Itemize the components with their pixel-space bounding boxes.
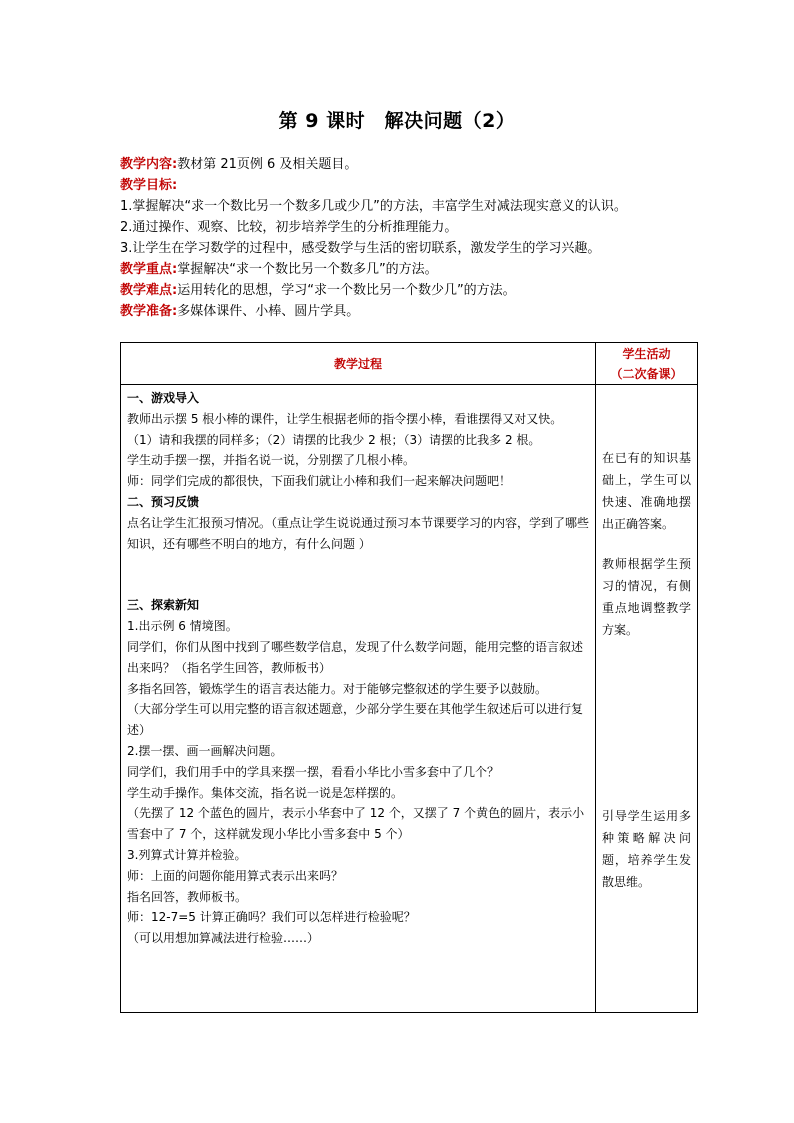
header-side-line1: 学生活动	[622, 346, 671, 361]
side-note: 在已有的知识基础上，学生可以快速、准确地摆出正确答案。	[602, 451, 691, 531]
meta-objective-2: 2.通过操作、观察、比较，初步培养学生的分析推理能力。	[120, 220, 458, 235]
process-line: 3.列算式计算并检验。	[127, 847, 247, 862]
meta-label: 教学目标:	[120, 178, 178, 193]
meta-label: 教学重点:	[120, 262, 178, 277]
meta-text: 掌握解决“求一个数比另一个数多几”的方法。	[177, 262, 438, 277]
meta-label: 教学内容:	[120, 157, 178, 172]
process-line: 学生动手摆一摆，并指名说一说，分别摆了几根小棒。	[127, 453, 416, 468]
process-line: （可以用想加算减法进行检验……）	[127, 931, 320, 946]
table-header-row	[121, 343, 698, 385]
meta-text: 运用转化的思想，学习“求一个数比另一个数少几”的方法。	[177, 283, 516, 298]
meta-content	[120, 154, 700, 175]
meta-label: 教学准备:	[120, 304, 178, 319]
lesson-meta	[120, 154, 700, 322]
process-line: 1.出示例 6 情境图。	[127, 619, 238, 634]
process-line: 2.摆一摆、画一画解决问题。	[127, 743, 283, 758]
process-line: 点名让学生汇报预习情况。（重点让学生说说通过预习本节课要学习的内容，学到了哪些知识，还有哪些不明白的地方，有什么问题 ）	[127, 515, 590, 551]
meta-objective-1: 1.掌握解决“求一个数比另一个数多几或少几”的方法，丰富学生对减法现实意义的认识。	[120, 199, 627, 214]
blank-space	[127, 554, 589, 595]
meta-text: 教材第 21页例 6 及相关题目。	[177, 157, 358, 172]
process-line: （先摆了 12 个蓝色的圆片，表示小华套中了 12 个，又摆了 7 个黄色的圆片，表示小雪套中了 7 个，这样就发现小华比小雪多套中 5 个）	[127, 806, 585, 842]
table-body-row	[121, 385, 698, 1013]
page-title: 第 9 课时 解决问题（2）	[278, 110, 516, 132]
header-process: 教学过程	[121, 343, 596, 385]
process-line: 师：同学们完成的都很快，下面我们就让小棒和我们一起来解决问题吧！	[127, 474, 512, 489]
process-line: （大部分学生可以用完整的语言叙述题意，少部分学生要在其他学生叙述后可以进行复述）	[127, 702, 584, 738]
process-cell	[121, 385, 596, 1013]
process-line: 师：12-7=5 计算正确吗？我们可以怎样进行检验呢？	[127, 910, 416, 925]
process-line: 师：上面的问题你能用算式表示出来吗？	[127, 868, 344, 883]
process-line: 指名回答，教师板书。	[127, 889, 248, 904]
side-note: 教师根据学生预习的情况，有侧重点地调整教学方案。	[602, 557, 691, 637]
header-student-activity	[596, 343, 698, 385]
process-line: 学生动手操作。集体交流，指名说一说是怎样摆的。	[127, 785, 404, 800]
section-heading: 二、预习反馈	[127, 494, 200, 509]
meta-text: 多媒体课件、小棒、圆片学具。	[177, 304, 360, 319]
lesson-table	[120, 342, 698, 1013]
student-activity-cell	[596, 385, 698, 1013]
meta-preparation	[120, 301, 700, 322]
meta-objective-3: 3.让学生在学习数学的过程中，感受数学与生活的密切联系，激发学生的学习兴趣。	[120, 241, 601, 256]
meta-key-point	[120, 259, 700, 280]
section-heading: 三、探索新知	[127, 598, 200, 613]
section-heading: 一、游戏导入	[127, 391, 200, 405]
meta-objectives	[120, 175, 700, 196]
meta-label: 教学难点:	[120, 283, 178, 298]
process-line: （1）请和我摆的同样多；（2）请摆的比我少 2 根；（3）请摆的比我多 2 根。	[127, 432, 541, 447]
process-line: 同学们，我们用手中的学具来摆一摆，看看小华比小雪多套中了几个？	[127, 764, 500, 779]
process-line: 多指名回答，锻炼学生的语言表达能力。对于能够完整叙述的学生要予以鼓励。	[127, 681, 548, 696]
header-side-line2: （二次备课）	[610, 366, 683, 381]
side-note: 引导学生运用多种策略解决问题，培养学生发散思维。	[602, 809, 691, 889]
process-line: 教师出示摆 5 根小棒的课件，让学生根据老师的指令摆小棒，看谁摆得又对又快。	[127, 411, 563, 426]
meta-difficulty	[120, 280, 700, 301]
process-line: 同学们，你们从图中找到了哪些数学信息，发现了什么数学问题，能用完整的语言叙述出来吗？（指名学生回答，教师板书）	[127, 639, 584, 675]
